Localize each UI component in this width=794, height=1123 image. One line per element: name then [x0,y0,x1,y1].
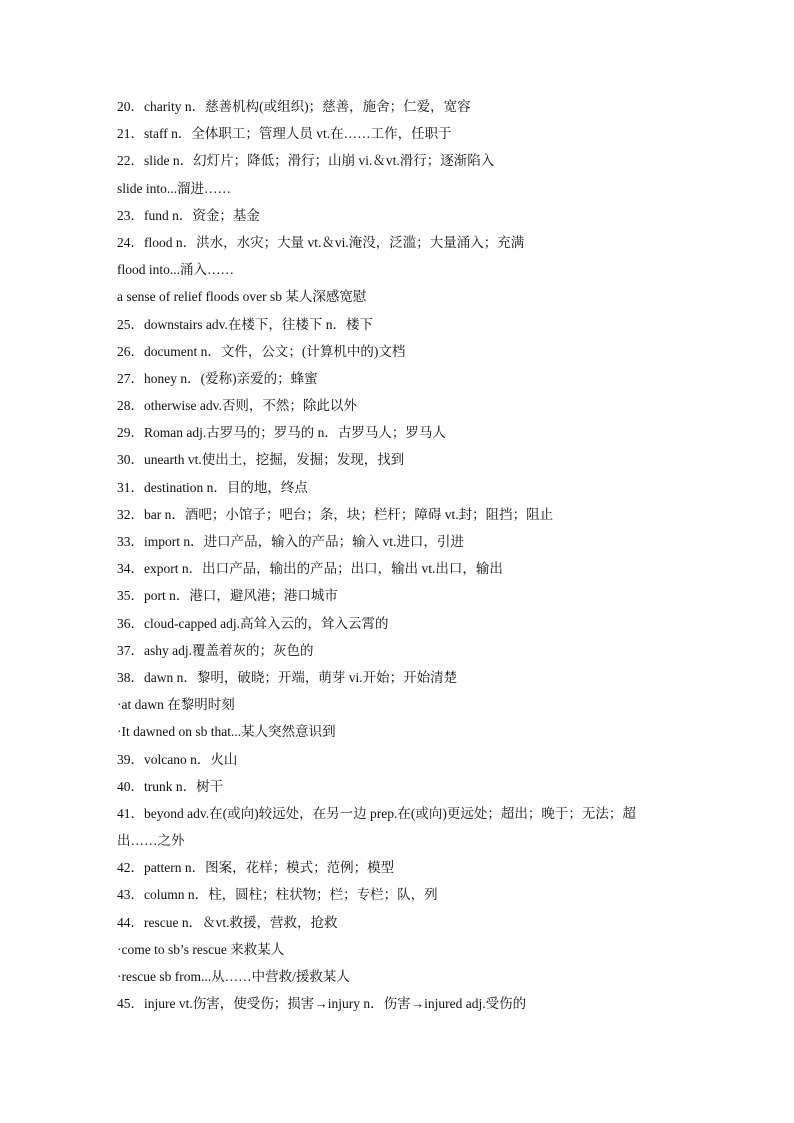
vocab-phrase: ·at dawn 在黎明时刻 [117,697,235,713]
vocab-entry: 32．bar n．酒吧；小馆子；吧台；条，块；栏杆；障碍 vt.封；阻挡；阻止 [117,506,554,522]
vocab-entry: 43．column n．柱，圆柱；柱状物；栏；专栏；队，列 [117,887,438,903]
vocab-entry: 22．slide n．幻灯片；降低；滑行；山崩 vi.＆vt.滑行；逐渐陷入 [117,153,495,169]
vocab-entry: 39．volcano n．火山 [117,751,238,767]
vocab-entry: 37．ashy adj.覆盖着灰的；灰色的 [117,642,314,658]
vocab-entry: 44．rescue n．＆vt.救援，营救，抢救 [117,914,338,930]
vocabulary-list [117,93,687,1017]
vocab-entry: 25．downstairs adv.在楼下，往楼下 n．楼下 [117,316,373,332]
vocab-entry: 23．fund n．资金；基金 [117,207,260,223]
vocab-entry: 35．port n．港口，避风港；港口城市 [117,588,338,604]
vocab-entry: 30．unearth vt.使出土，挖掘，发掘；发现，找到 [117,452,405,468]
vocab-entry: 29．Roman adj.古罗马的；罗马的 n．古罗马人；罗马人 [117,425,446,441]
vocab-entry: 31．destination n．目的地，终点 [117,479,308,495]
vocab-entry: 24．flood n．洪水，水灾；大量 vt.＆vi.淹没，泛滥；大量涌入；充满 [117,234,525,250]
vocab-phrase: a sense of relief floods over sb 某人深感宽慰 [117,289,367,305]
vocab-entry: 40．trunk n．树干 [117,778,224,794]
vocab-phrase: flood into...涌入…… [117,262,234,278]
vocab-entry: 26．document n．文件，公文；(计算机中的)文档 [117,343,406,359]
vocab-entry: 27．honey n．(爱称)亲爱的；蜂蜜 [117,370,318,386]
vocab-entry: 28．otherwise adv.否则，不然；除此以外 [117,398,357,414]
vocab-phrase: ·come to sb’s rescue 来救某人 [117,941,285,957]
vocab-entry: 20．charity n．慈善机构(或组织)；慈善，施舍；仁爱，宽容 [117,99,471,114]
vocab-phrase: slide into...溜进…… [117,180,231,196]
vocab-entry: 45．injure vt.伤害，使受伤；损害→injury n．伤害→injured adj.受伤的 [117,996,527,1012]
vocab-entry: 42．pattern n．图案，花样；模式；范例；模型 [117,860,395,876]
vocab-entry: 34．export n．出口产品，输出的产品；出口，输出 vt.出口，输出 [117,561,503,577]
vocab-phrase: ·It dawned on sb that...某人突然意识到 [117,724,336,740]
vocab-entry: 36．cloud-capped adj.高耸入云的，耸入云霄的 [117,615,389,631]
vocab-entry: 33．import n．进口产品，输入的产品；输入 vt.进口，引进 [117,534,464,549]
vocab-phrase: ·rescue sb from...从……中营救/援救某人 [117,969,350,984]
vocab-phrase: 出……之外 [117,833,185,849]
vocab-entry: 21．staff n．全体职工；管理人员 vt.在……工作，任职于 [117,126,452,142]
vocab-entry: 41．beyond adv.在(或向)较远处，在另一边 prep.在(或向)更远处；超出；晚于；无法；超 [117,805,636,821]
vocab-entry: 38．dawn n．黎明，破晓；开端，萌芽 vi.开始；开始清楚 [117,669,458,685]
